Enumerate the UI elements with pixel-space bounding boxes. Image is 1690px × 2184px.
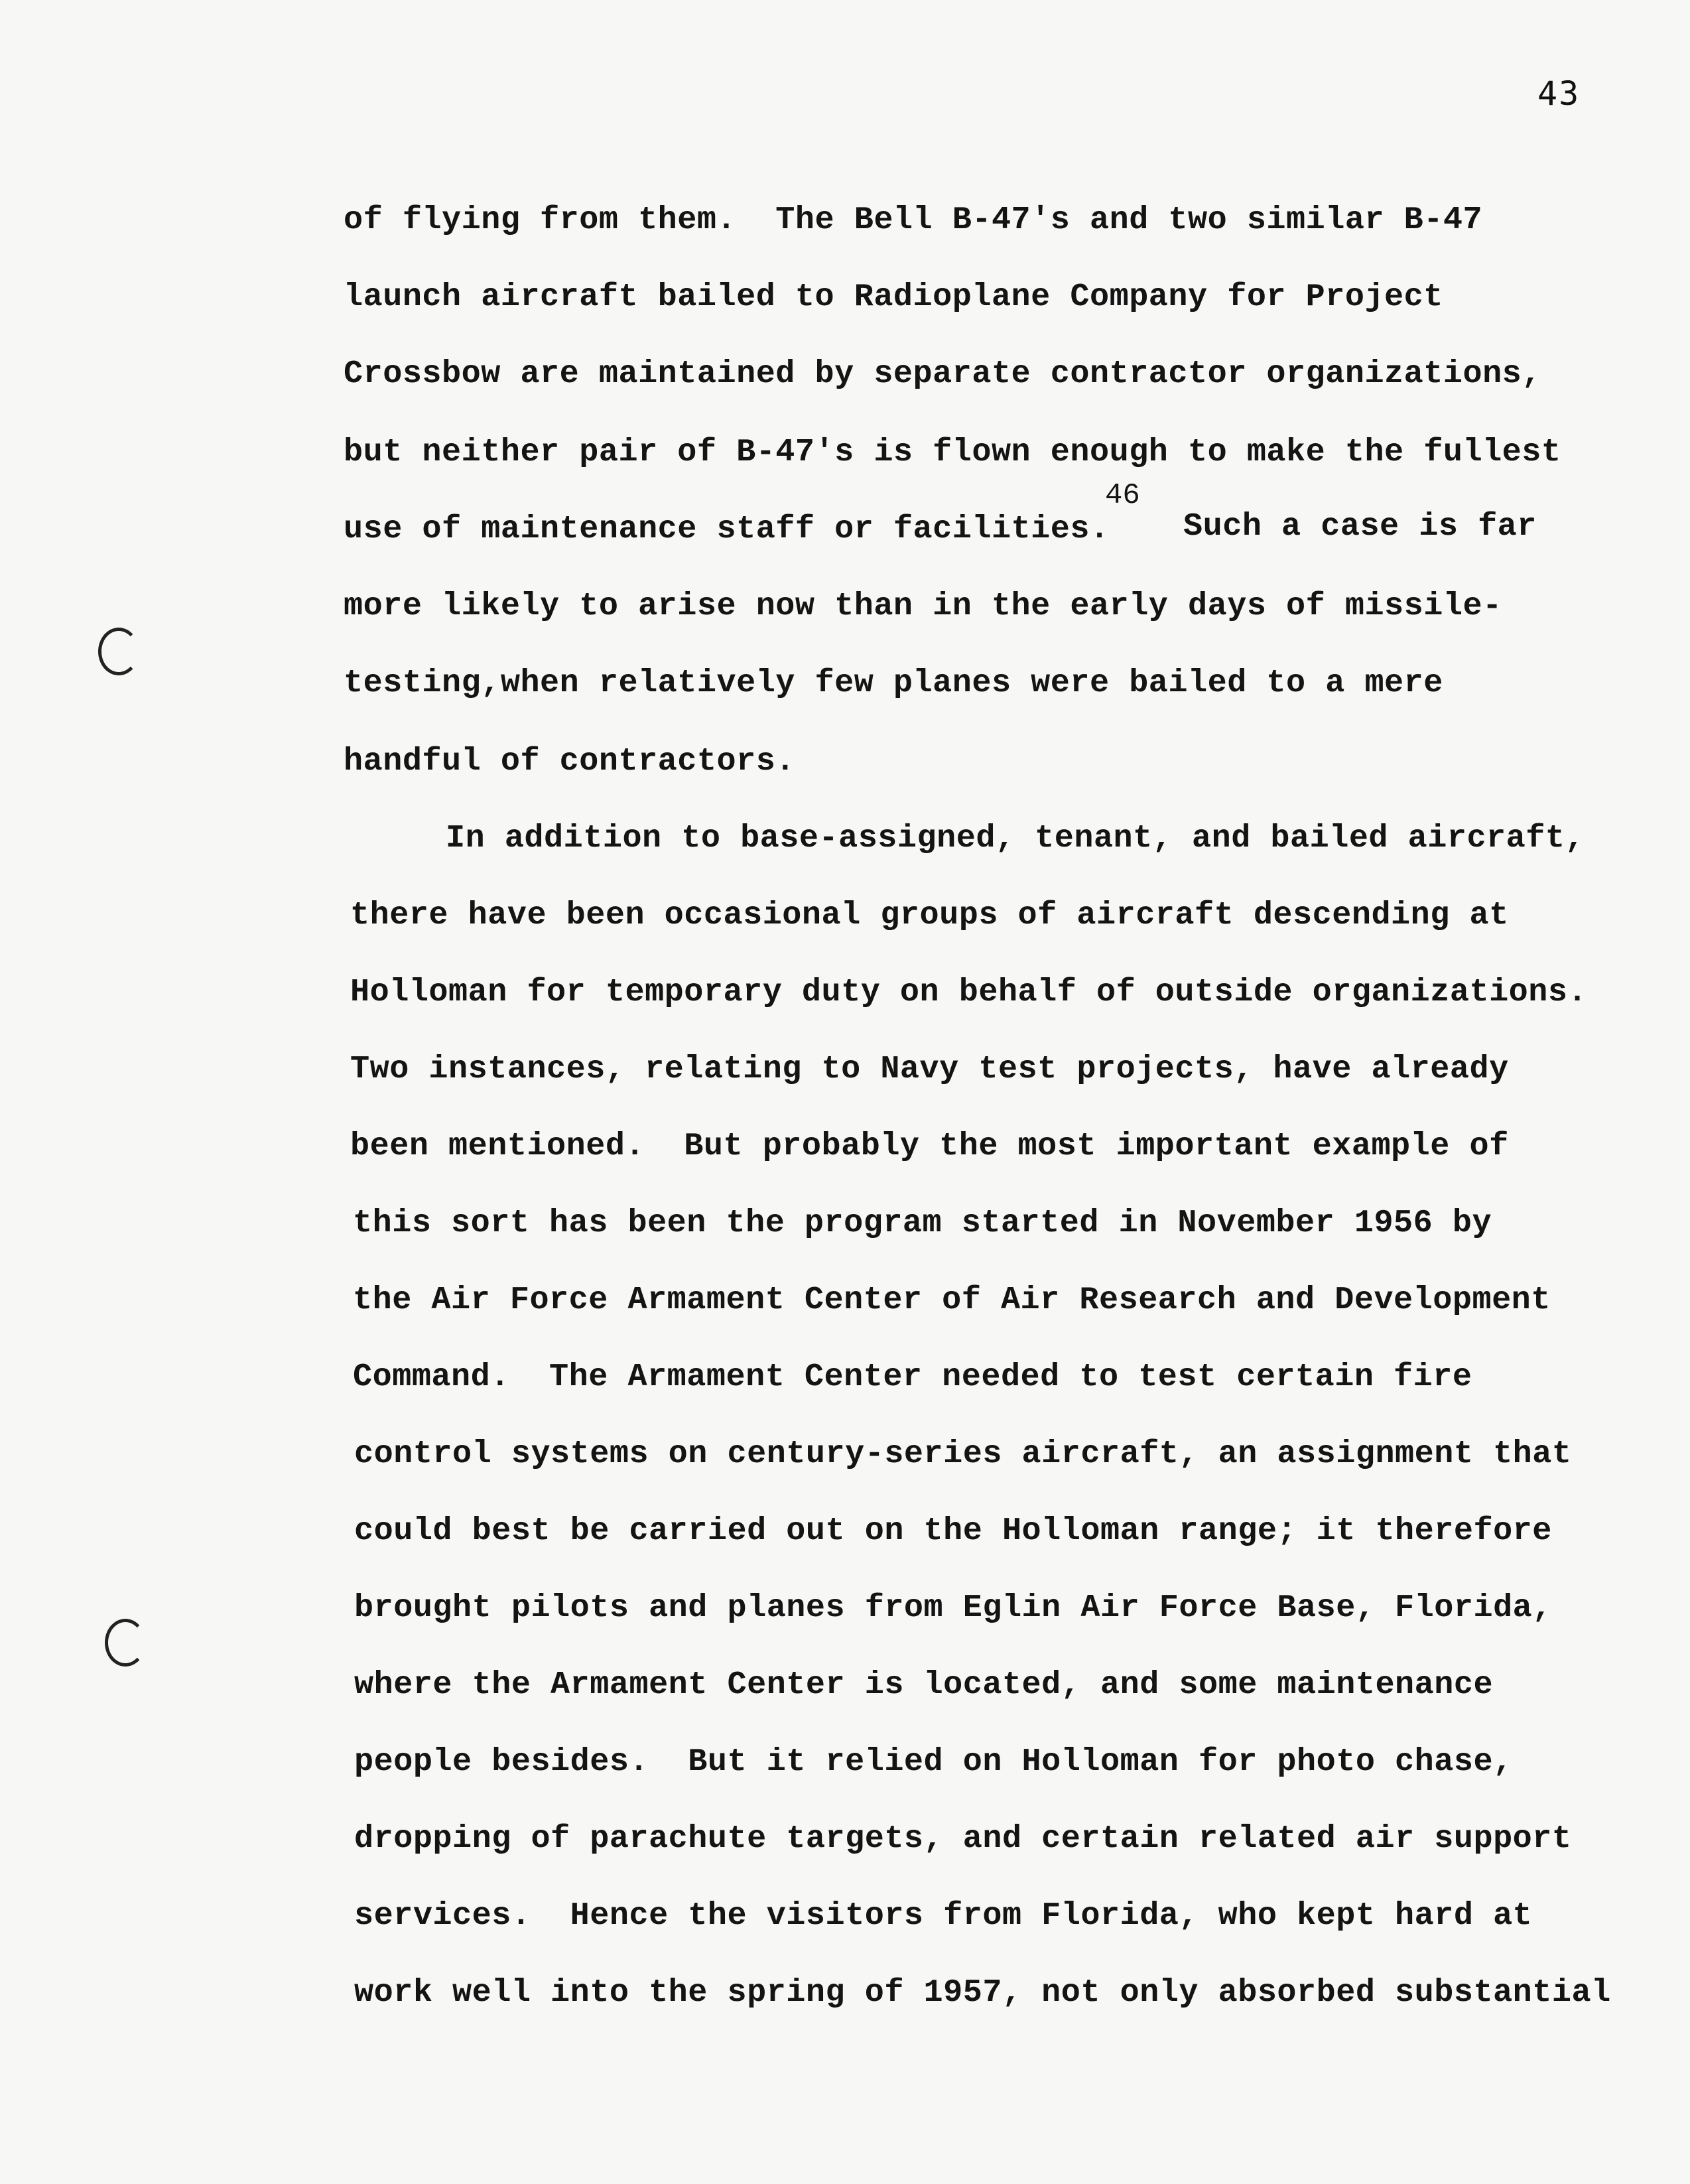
text-line: dropping of parachute targets, and certain related air support xyxy=(354,1820,1572,1857)
text-line: services. Hence the visitors from Florida, who kept hard at xyxy=(354,1897,1533,1934)
text-line: been mentioned. But probably the most important example of xyxy=(350,1128,1509,1164)
text-line: Two instances, relating to Navy test projects, have already xyxy=(350,1051,1509,1087)
text-line: testing,when relatively few planes were bailed to a mere xyxy=(344,665,1443,701)
text-line: there have been occasional groups of aircraft descending at xyxy=(350,897,1509,933)
text-line: could best be carried out on the Holloman range; it therefore xyxy=(354,1513,1552,1549)
binder-hole-bottom xyxy=(105,1619,146,1667)
text-line: Crossbow are maintained by separate contractor organizations, xyxy=(344,356,1541,392)
text-line: the Air Force Armament Center of Air Research and Development xyxy=(353,1282,1551,1318)
text-line: more likely to arise now than in the early days of missile- xyxy=(344,588,1502,624)
footnote-reference: 46 xyxy=(1105,479,1140,512)
text-line: use of maintenance staff or facilities. xyxy=(344,511,1110,547)
text-line: handful of contractors. xyxy=(344,743,795,780)
text-line: where the Armament Center is located, and some maintenance xyxy=(354,1667,1494,1703)
text-line: control systems on century-series aircraft, an assignment that xyxy=(354,1436,1572,1472)
text-line: people besides. But it relied on Holloman for photo chase, xyxy=(354,1743,1513,1780)
text-line: this sort has been the program started in November 1956 by xyxy=(353,1205,1492,1241)
paragraph-start-line: In addition to base-assigned, tenant, and bailed aircraft, xyxy=(446,820,1585,856)
text-line: of flying from them. The Bell B-47's and two similar B-47 xyxy=(344,202,1483,238)
text-line: Holloman for temporary duty on behalf of outside organizations. xyxy=(350,974,1588,1010)
binder-hole-top xyxy=(98,628,139,675)
page-number: 43 xyxy=(1537,74,1581,113)
text-line: brought pilots and planes from Eglin Air Force Base, Florida, xyxy=(354,1590,1552,1626)
text-line: Command. The Armament Center needed to test certain fire xyxy=(353,1359,1472,1395)
text-line: launch aircraft bailed to Radioplane Company for Project xyxy=(344,279,1443,315)
text-line: but neither pair of B-47's is flown enough to make the fullest xyxy=(344,434,1561,470)
text-line-continuation: Such a case is far xyxy=(1183,508,1537,545)
text-line: work well into the spring of 1957, not only absorbed substantial xyxy=(354,1974,1611,2011)
